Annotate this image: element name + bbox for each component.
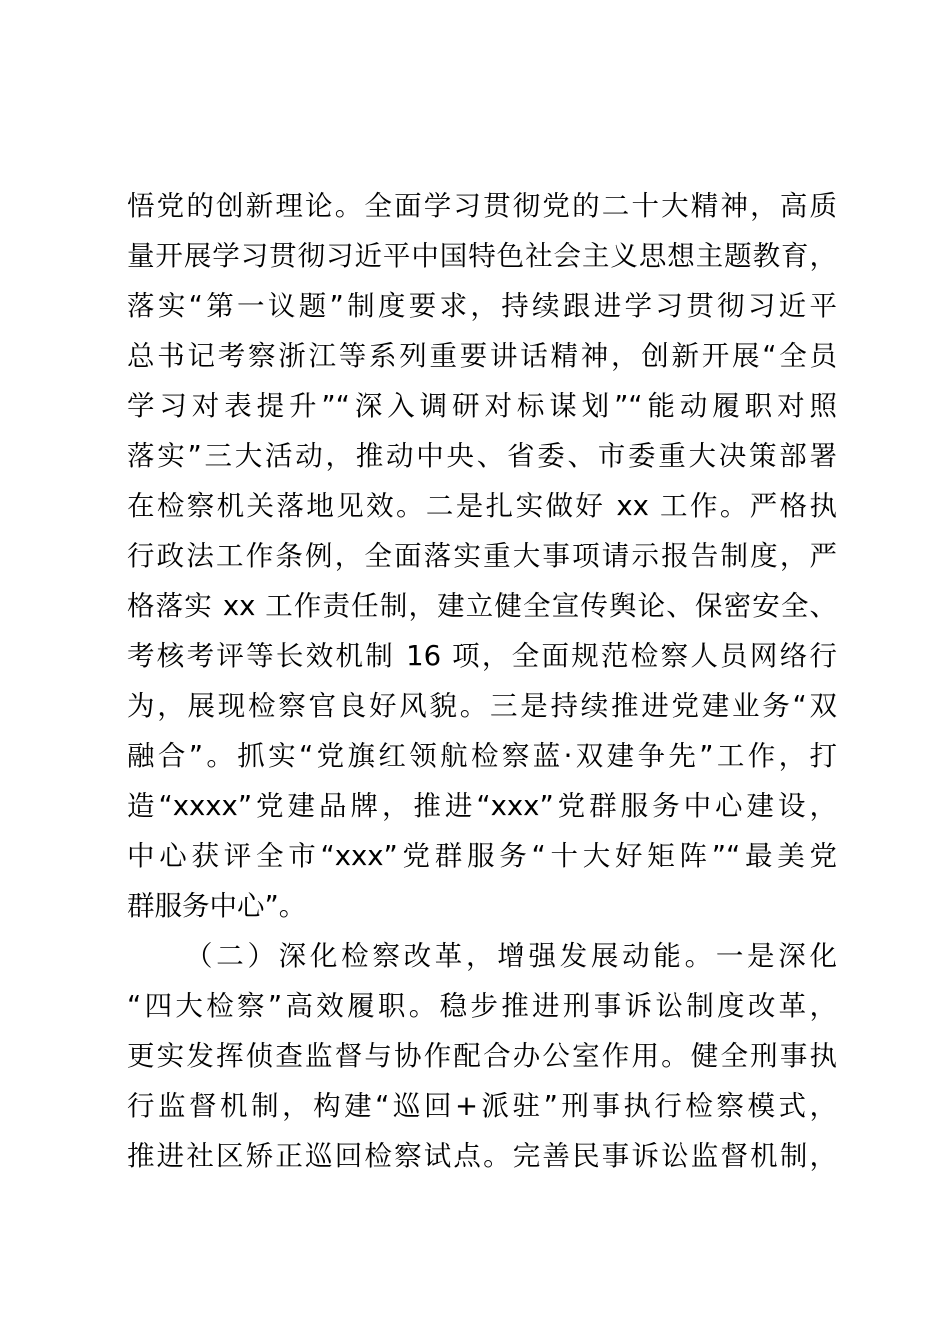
- text-line: 融合”。抓实“党旗红领航检察蓝·双建争先”工作，打: [127, 740, 837, 772]
- text-line: 行政法工作条例，全面落实重大事项请示报告制度，严: [127, 540, 837, 572]
- text-line: 量开展学习贯彻习近平中国特色社会主义思想主题教育，: [127, 240, 837, 272]
- text-line: 落实”三大活动，推动中央、省委、市委重大决策部署: [127, 440, 837, 472]
- text-line: 更实发挥侦查监督与协作配合办公室作用。健全刑事执: [127, 1040, 837, 1072]
- text-line: 中心获评全市“xxx”党群服务“十大好矩阵”“最美党: [127, 840, 837, 872]
- text-line: 考核考评等长效机制 16 项，全面规范检察人员网络行: [127, 640, 837, 672]
- text-line: 造“xxxx”党建品牌，推进“xxx”党群服务中心建设，: [127, 790, 837, 822]
- text-line: 总书记考察浙江等系列重要讲话精神，创新开展“全员: [127, 340, 837, 372]
- text-line: 推进社区矫正巡回检察试点。完善民事诉讼监督机制，: [127, 1140, 837, 1172]
- text-line: 行监督机制，构建“巡回+派驻”刑事执行检察模式，: [127, 1090, 837, 1122]
- text-line: 学习对表提升”“深入调研对标谋划”“能动履职对照: [127, 390, 837, 422]
- section-heading-line: （二）深化检察改革，增强发展动能。一是深化: [185, 940, 837, 972]
- text-line: 群服务中心”。: [127, 890, 307, 922]
- text-line: 为，展现检察官良好风貌。三是持续推进党建业务“双: [127, 690, 837, 722]
- text-line: 格落实 xx 工作责任制，建立健全宣传舆论、保密安全、: [127, 590, 837, 622]
- text-line: 落实“第一议题”制度要求，持续跟进学习贯彻习近平: [127, 290, 837, 322]
- text-line: “四大检察”高效履职。稳步推进刑事诉讼制度改革，: [127, 990, 837, 1022]
- text-line: 悟党的创新理论。全面学习贯彻党的二十大精神，高质: [127, 190, 837, 222]
- text-line: 在检察机关落地见效。二是扎实做好 xx 工作。严格执: [127, 490, 837, 522]
